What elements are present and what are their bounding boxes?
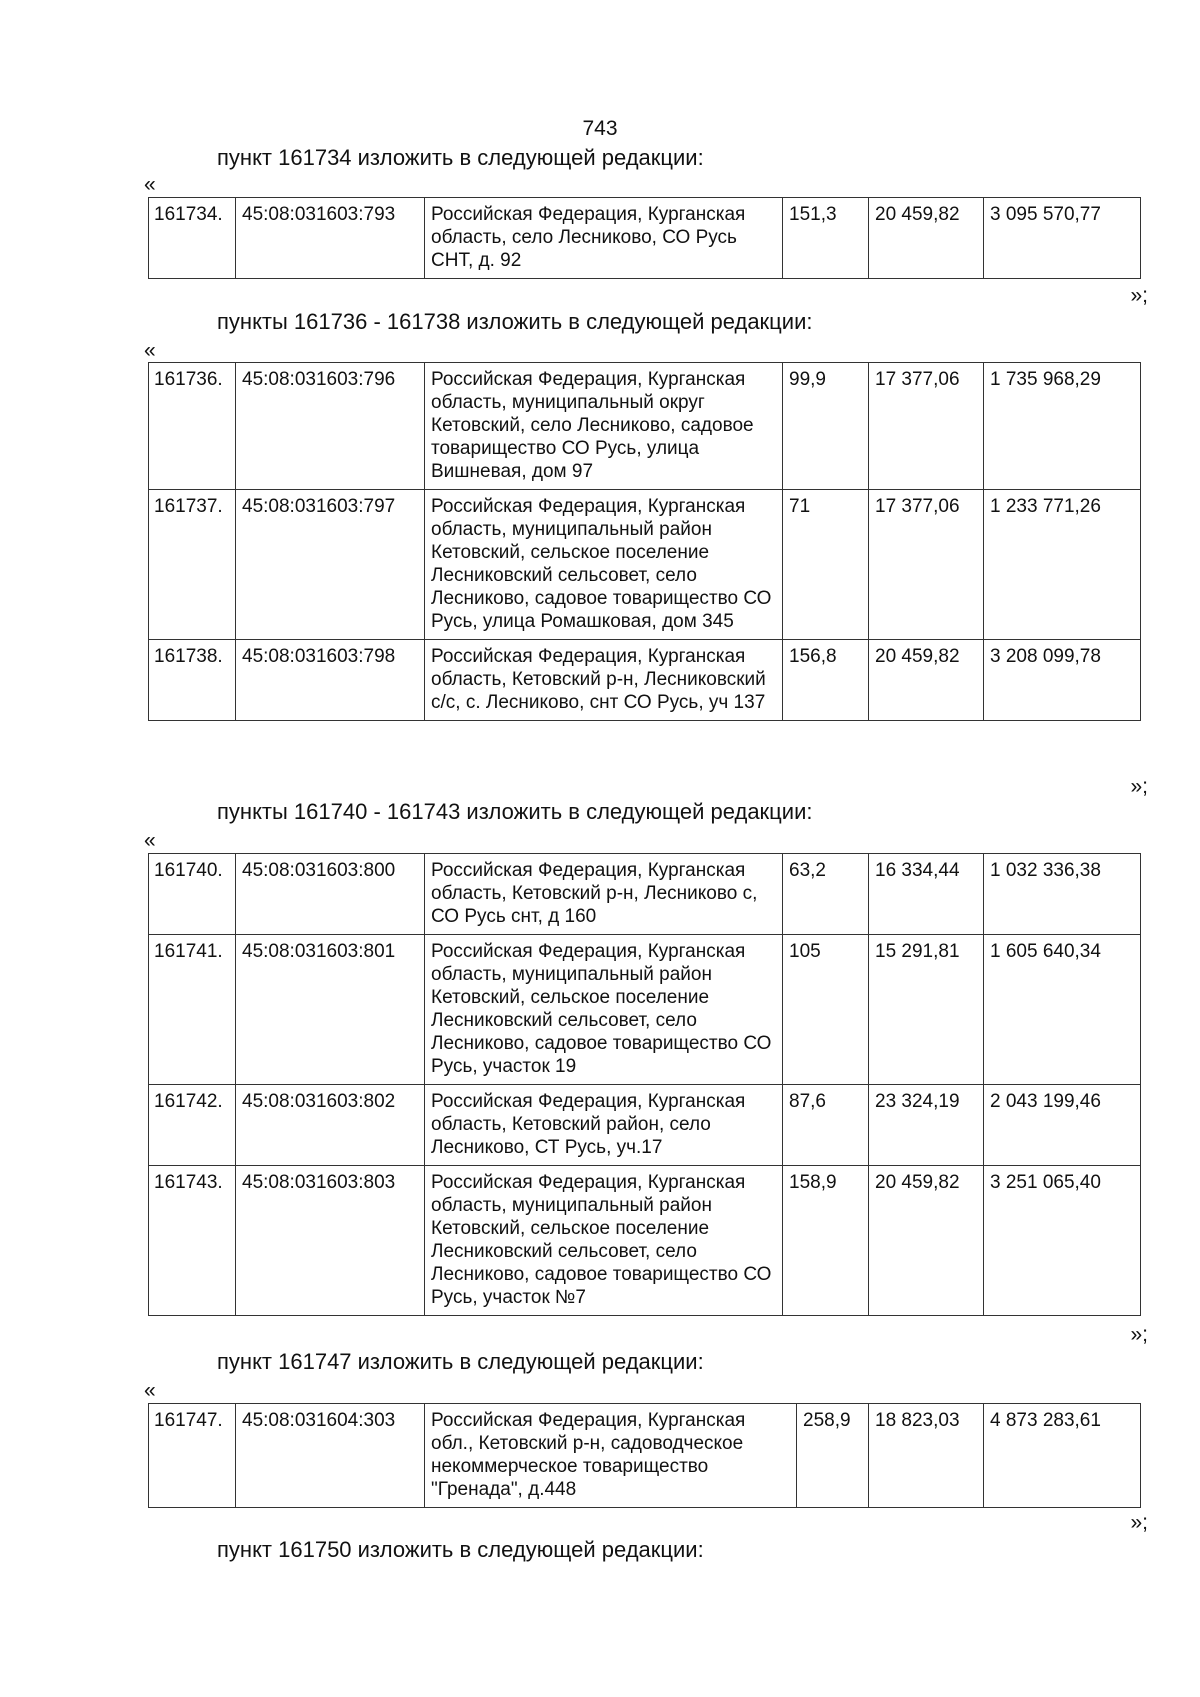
section-heading: пункты 161736 - 161738 изложить в следующей редакции: xyxy=(217,309,813,334)
entries-table xyxy=(148,197,1141,279)
cadastral-value: 4 873 283,61 xyxy=(984,1404,1141,1508)
row-number: 161743. xyxy=(149,1166,236,1316)
rate: 18 823,03 xyxy=(869,1404,984,1508)
cadastral-number: 45:08:031603:801 xyxy=(236,935,425,1085)
area: 151,3 xyxy=(783,198,869,279)
quote-open: « xyxy=(144,173,156,196)
cadastral-number: 45:08:031603:803 xyxy=(236,1166,425,1316)
cadastral-value: 3 251 065,40 xyxy=(984,1166,1141,1316)
cadastral-value: 1 032 336,38 xyxy=(984,854,1141,935)
cadastral-value: 1 735 968,29 xyxy=(984,363,1141,490)
section-heading: пункты 161740 - 161743 изложить в следующей редакции: xyxy=(217,799,813,824)
quote-open: « xyxy=(144,339,156,362)
cadastral-number: 45:08:031604:303 xyxy=(236,1404,425,1508)
area: 71 xyxy=(783,490,869,640)
area: 156,8 xyxy=(783,640,869,721)
table-row xyxy=(149,1166,1141,1316)
quote-close: »; xyxy=(1130,284,1148,307)
cadastral-value: 1 233 771,26 xyxy=(984,490,1141,640)
table-row xyxy=(149,198,1141,279)
table-row xyxy=(149,1404,1141,1508)
address: Российская Федерация, Курганская область, Кетовский р-н, Лесниково с, СО Русь снт, д 160 xyxy=(425,854,783,935)
table-row xyxy=(149,935,1141,1085)
area: 258,9 xyxy=(797,1404,869,1508)
section-heading: пункт 161747 изложить в следующей редакции: xyxy=(217,1349,704,1374)
table-row xyxy=(149,854,1141,935)
section-heading: пункт 161734 изложить в следующей редакции: xyxy=(217,145,704,170)
address: Российская Федерация, Курганская область, Кетовский район, село Лесниково, СТ Русь, уч.17 xyxy=(425,1085,783,1166)
address: Российская Федерация, Курганская область, муниципальный район Кетовский, сельское поселение Лесниковский сельсовет, село Лесниково, садовое товарищество СО Русь, участок №7 xyxy=(425,1166,783,1316)
row-number: 161742. xyxy=(149,1085,236,1166)
rate: 20 459,82 xyxy=(869,640,984,721)
rate: 20 459,82 xyxy=(869,198,984,279)
address: Российская Федерация, Курганская область, Кетовский р-н, Лесниковский с/с, с. Лесниково, снт СО Русь, уч 137 xyxy=(425,640,783,721)
rate: 15 291,81 xyxy=(869,935,984,1085)
entries-table xyxy=(148,1403,1141,1508)
row-number: 161738. xyxy=(149,640,236,721)
cadastral-number: 45:08:031603:798 xyxy=(236,640,425,721)
entries-table xyxy=(148,362,1141,721)
rate: 23 324,19 xyxy=(869,1085,984,1166)
address: Российская Федерация, Курганская область, село Лесниково, СО Русь СНТ, д. 92 xyxy=(425,198,783,279)
row-number: 161747. xyxy=(149,1404,236,1508)
address: Российская Федерация, Курганская обл., Кетовский р-н, садоводческое некоммерческое товарищество "Гренада", д.448 xyxy=(425,1404,797,1508)
cadastral-value: 3 208 099,78 xyxy=(984,640,1141,721)
cadastral-value: 1 605 640,34 xyxy=(984,935,1141,1085)
quote-close: »; xyxy=(1130,775,1148,798)
address: Российская Федерация, Курганская область, муниципальный район Кетовский, сельское поселение Лесниковский сельсовет, село Лесниково, садовое товарищество СО Русь, участок 19 xyxy=(425,935,783,1085)
area: 99,9 xyxy=(783,363,869,490)
entries-table xyxy=(148,853,1141,1316)
cadastral-value: 2 043 199,46 xyxy=(984,1085,1141,1166)
table-row xyxy=(149,490,1141,640)
quote-close: »; xyxy=(1130,1511,1148,1534)
table-row xyxy=(149,640,1141,721)
table-row xyxy=(149,363,1141,490)
area: 105 xyxy=(783,935,869,1085)
area: 63,2 xyxy=(783,854,869,935)
row-number: 161740. xyxy=(149,854,236,935)
row-number: 161737. xyxy=(149,490,236,640)
cadastral-number: 45:08:031603:802 xyxy=(236,1085,425,1166)
section-heading: пункт 161750 изложить в следующей редакции: xyxy=(217,1537,704,1562)
cadastral-number: 45:08:031603:797 xyxy=(236,490,425,640)
cadastral-number: 45:08:031603:793 xyxy=(236,198,425,279)
table-row xyxy=(149,1085,1141,1166)
area: 87,6 xyxy=(783,1085,869,1166)
rate: 20 459,82 xyxy=(869,1166,984,1316)
cadastral-number: 45:08:031603:796 xyxy=(236,363,425,490)
quote-close: »; xyxy=(1130,1323,1148,1346)
row-number: 161741. xyxy=(149,935,236,1085)
address: Российская Федерация, Курганская область, муниципальный район Кетовский, сельское поселение Лесниковский сельсовет, село Лесниково, садовое товарищество СО Русь, улица Ромашковая, дом 345 xyxy=(425,490,783,640)
cadastral-value: 3 095 570,77 xyxy=(984,198,1141,279)
rate: 17 377,06 xyxy=(869,490,984,640)
quote-open: « xyxy=(144,1379,156,1402)
area: 158,9 xyxy=(783,1166,869,1316)
rate: 16 334,44 xyxy=(869,854,984,935)
row-number: 161734. xyxy=(149,198,236,279)
rate: 17 377,06 xyxy=(869,363,984,490)
quote-open: « xyxy=(144,829,156,852)
cadastral-number: 45:08:031603:800 xyxy=(236,854,425,935)
page-number: 743 xyxy=(582,117,618,140)
address: Российская Федерация, Курганская область, муниципальный округ Кетовский, село Лесниково, садовое товарищество СО Русь, улица Вишневая, дом 97 xyxy=(425,363,783,490)
row-number: 161736. xyxy=(149,363,236,490)
